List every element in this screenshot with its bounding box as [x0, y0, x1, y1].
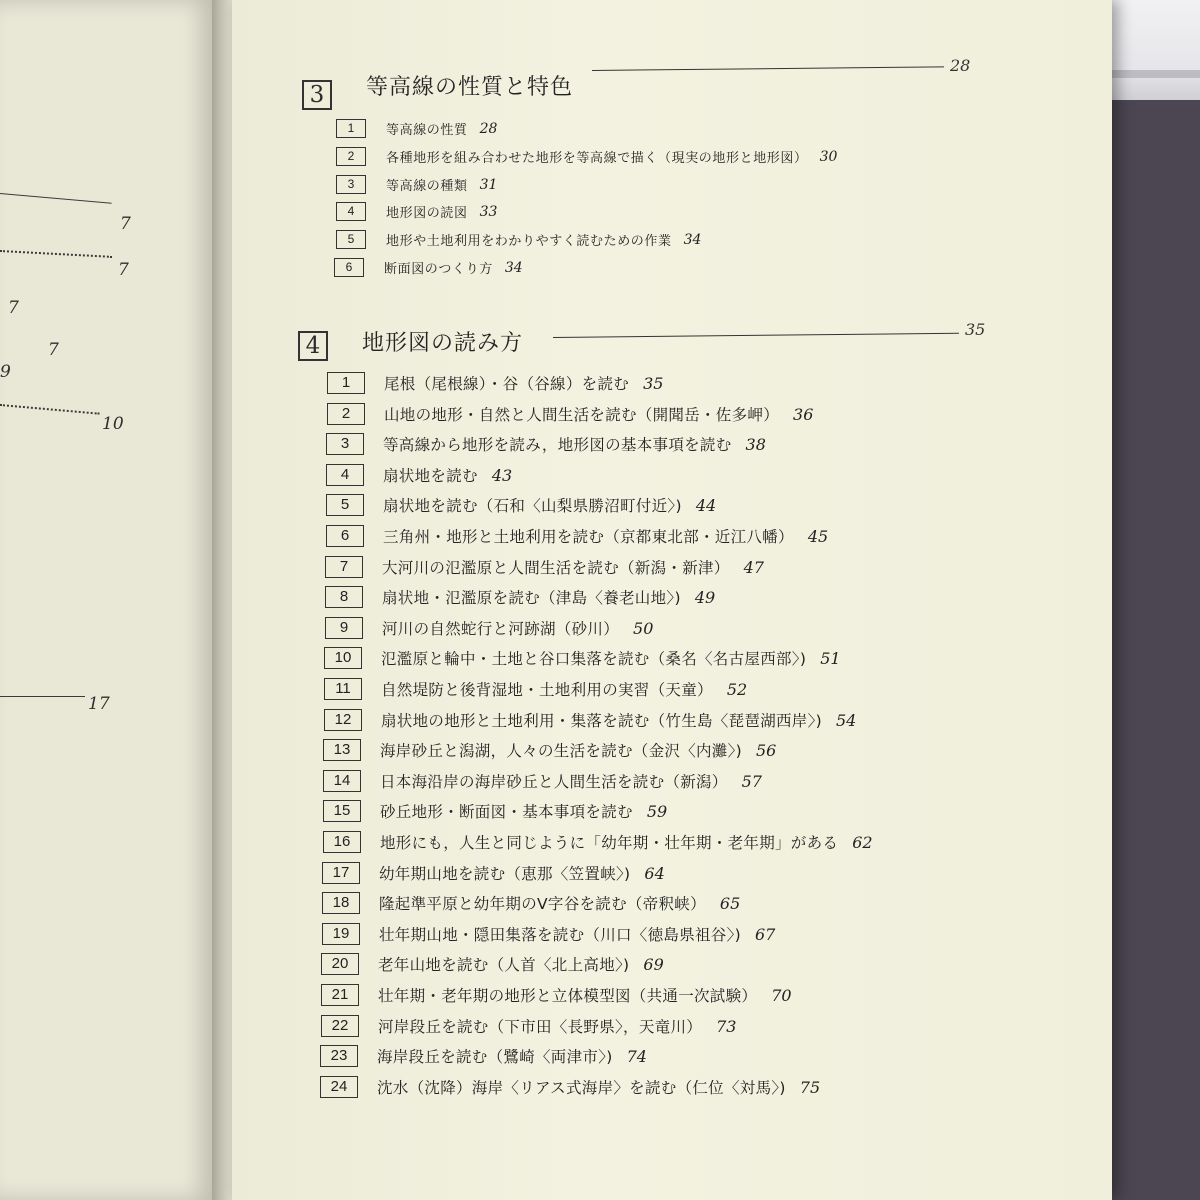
left-page-rule [0, 193, 112, 204]
entry-number-box: 5 [326, 494, 364, 516]
entry-page-number: 36 [793, 404, 814, 424]
entry-title: 地形や土地利用をわかりやすく読むための作業 [386, 234, 672, 249]
toc-entry [324, 709, 856, 731]
entry-page-number: 34 [683, 231, 702, 248]
left-page-number: 7 [118, 260, 129, 280]
toc-entry [324, 678, 747, 700]
entry-title: 砂丘地形・断面図・基本事項を読む [380, 803, 633, 821]
entry-title: 海岸砂丘と潟湖，人々の生活を読む（金沢〈内灘〉) [380, 742, 742, 760]
entry-title: 大河川の氾濫原と人間生活を読む（新潟・新津） [382, 559, 730, 577]
toc-entry [323, 739, 776, 761]
entry-page-number: 59 [646, 801, 668, 821]
entry-number-box: 23 [320, 1045, 358, 1067]
section-page-number: 35 [965, 320, 986, 339]
section-title: 等高線の性質と特色 [366, 75, 574, 100]
entry-number-box: 16 [323, 831, 361, 853]
section-number-box: 4 [298, 331, 328, 361]
section-number-box: 3 [302, 80, 332, 110]
entry-title: 等高線の性質 [386, 123, 468, 138]
entry-page-number: 52 [726, 679, 748, 699]
left-page [0, 0, 215, 1200]
toc-entry [326, 494, 716, 516]
toc-entry [325, 586, 715, 608]
entry-title: 河岸段丘を読む（下市田〈長野県〉，天竜川） [378, 1018, 703, 1036]
entry-page-number: 67 [755, 924, 776, 944]
toc-entry [326, 525, 828, 547]
toc-entry [336, 229, 701, 249]
entry-page-number: 75 [799, 1077, 821, 1097]
toc-entry [336, 118, 497, 138]
entry-title: 河川の自然蛇行と河跡湖（砂川） [382, 620, 620, 638]
entry-page-number: 44 [695, 495, 717, 515]
entry-title: 扇状地を読む（石和〈山梨県勝沼町付近〉) [383, 497, 682, 515]
toc-entry [322, 862, 665, 884]
entry-title: 氾濫原と輪中・土地と谷口集落を読む（桑名〈名古屋西部〉) [381, 650, 807, 668]
entry-number-box: 14 [323, 770, 361, 792]
entry-number-box: 7 [325, 556, 363, 578]
toc-entry [336, 201, 497, 221]
entry-number-box: 19 [322, 923, 360, 945]
entry-page-number: 38 [745, 434, 766, 454]
left-page-number: 9 [0, 362, 11, 382]
entry-number-box: 4 [336, 202, 366, 221]
entry-title: 沈水（沈降）海岸〈リアス式海岸〉を読む（仁位〈対馬〉) [377, 1079, 786, 1097]
entry-number-box: 5 [336, 230, 366, 249]
entry-title: 海岸段丘を読む（鷺崎〈両津市〉) [377, 1048, 613, 1066]
entry-page-number: 28 [479, 120, 498, 137]
entry-number-box: 13 [323, 739, 361, 761]
entry-title: 日本海沿岸の海岸砂丘と人間生活を読む（新潟） [380, 773, 728, 791]
section-title: 地形図の読み方 [362, 331, 524, 356]
toc-entry [321, 984, 792, 1006]
section-page-number: 28 [950, 56, 971, 75]
entry-number-box: 2 [327, 403, 365, 425]
toc-entry [320, 1045, 647, 1067]
entry-title: 地形図の読図 [386, 206, 468, 221]
toc-entry [334, 257, 523, 277]
toc-entry [336, 174, 497, 194]
entry-page-number: 47 [743, 557, 764, 577]
entry-page-number: 43 [491, 465, 513, 485]
toc-entry [325, 556, 764, 578]
entry-number-box: 3 [326, 433, 364, 455]
left-page-number: 7 [120, 214, 131, 234]
entry-page-number: 65 [719, 893, 741, 913]
toc-entry [320, 1076, 820, 1098]
entry-number-box: 8 [325, 586, 363, 608]
entry-title: 扇状地を読む [383, 467, 478, 485]
entry-page-number: 69 [643, 954, 664, 974]
entry-number-box: 3 [336, 175, 366, 194]
toc-entry [325, 617, 653, 639]
left-page-dotted-rule [0, 250, 112, 258]
entry-page-number: 64 [644, 863, 665, 883]
entry-number-box: 24 [320, 1076, 358, 1098]
entry-title: 扇状地の地形と土地利用・集落を読む（竹生島〈琵琶湖西岸〉) [381, 712, 822, 730]
entry-title: 等高線の種類 [386, 179, 468, 194]
entry-page-number: 49 [694, 587, 716, 607]
toc-entry [321, 953, 664, 975]
entry-page-number: 70 [771, 985, 792, 1005]
entry-title: 扇状地・氾濫原を読む（津島〈養老山地〉) [382, 589, 681, 607]
entry-page-number: 51 [820, 648, 841, 668]
entry-number-box: 20 [321, 953, 359, 975]
entry-title: 等高線から地形を読み，地形図の基本事項を読む [383, 436, 732, 454]
toc-entry [327, 403, 813, 425]
entry-number-box: 6 [334, 258, 364, 277]
toc-entry [327, 372, 663, 394]
entry-page-number: 62 [852, 832, 873, 852]
entry-title: 各種地形を組み合わせた地形を等高線で描く（現実の地形と地形図） [386, 151, 808, 166]
entry-page-number: 31 [479, 176, 498, 193]
entry-page-number: 30 [819, 148, 838, 165]
entry-page-number: 35 [643, 373, 664, 393]
toc-entry [322, 923, 775, 945]
entry-title: 三角州・地形と土地利用を読む（京都東北部・近江八幡） [383, 528, 794, 546]
entry-page-number: 50 [633, 618, 654, 638]
toc-entry [326, 464, 512, 486]
entry-title: 尾根（尾根線）・谷（谷線）を読む [384, 375, 630, 393]
entry-title: 断面図のつくり方 [384, 262, 493, 277]
left-page-number: 17 [88, 694, 110, 714]
entry-title: 自然堤防と後背湿地・土地利用の実習（天童） [381, 681, 713, 699]
entry-number-box: 6 [326, 525, 364, 547]
left-page-rule [0, 696, 85, 697]
entry-page-number: 45 [807, 526, 829, 546]
entry-title: 隆起準平原と幼年期のV字谷を読む（帝釈峡） [379, 895, 706, 913]
toc-entry [323, 800, 667, 822]
left-page-dotted-rule [0, 404, 100, 415]
entry-number-box: 1 [336, 119, 366, 138]
entry-title: 山地の地形・自然と人間生活を読む（開聞岳・佐多岬） [384, 406, 780, 424]
entry-number-box: 22 [321, 1015, 359, 1037]
entry-number-box: 18 [322, 892, 360, 914]
entry-page-number: 74 [626, 1046, 647, 1066]
toc-entry [321, 1015, 736, 1037]
entry-number-box: 4 [326, 464, 364, 486]
left-page-number: 7 [8, 298, 19, 318]
entry-page-number: 34 [504, 259, 523, 276]
entry-number-box: 2 [336, 147, 366, 166]
entry-number-box: 10 [324, 647, 362, 669]
toc-entry [323, 831, 873, 853]
entry-page-number: 54 [836, 710, 857, 730]
entry-number-box: 1 [327, 372, 365, 394]
entry-number-box: 12 [324, 709, 362, 731]
entry-page-number: 56 [756, 740, 777, 760]
entry-title: 壮年期山地・隠田集落を読む（川口〈徳島県祖谷〉) [379, 926, 741, 944]
entry-page-number: 33 [479, 203, 498, 220]
entry-title: 老年山地を読む（人首〈北上高地〉) [378, 956, 630, 974]
entry-title: 壮年期・老年期の地形と立体模型図（共通一次試験） [378, 987, 758, 1005]
entry-number-box: 17 [322, 862, 360, 884]
toc-entry [323, 770, 762, 792]
entry-page-number: 73 [716, 1016, 737, 1036]
left-page-number: 7 [48, 340, 59, 360]
toc-entry [324, 647, 841, 669]
entry-number-box: 21 [321, 984, 359, 1006]
entry-number-box: 11 [324, 678, 362, 700]
toc-entry [336, 146, 837, 166]
entry-title: 幼年期山地を読む（恵那〈笠置峡〉) [379, 865, 631, 883]
entry-number-box: 15 [323, 800, 361, 822]
toc-entry [322, 892, 740, 914]
toc-entry [326, 433, 766, 455]
left-page-number: 10 [102, 414, 124, 434]
entry-number-box: 9 [325, 617, 363, 639]
entry-title: 地形にも，人生と同じように「幼年期・壮年期・老年期」がある [380, 834, 839, 852]
entry-page-number: 57 [741, 771, 762, 791]
